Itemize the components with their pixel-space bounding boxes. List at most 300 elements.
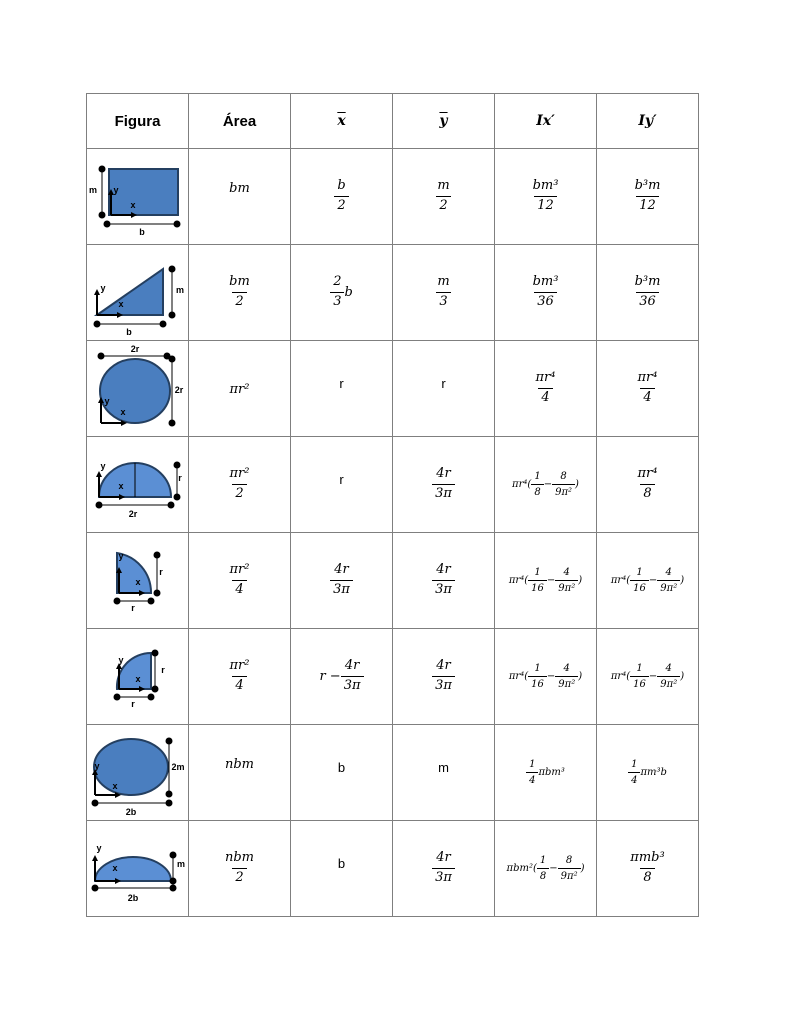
table-body	[87, 149, 699, 917]
ybar-cell	[393, 533, 495, 629]
row-7-ybar-value: m	[438, 760, 449, 775]
row-6-ybar-fraction	[432, 659, 455, 694]
row-6-iy-b-denominator: 9π²	[657, 676, 680, 691]
row-2-area-numerator: bm	[229, 274, 250, 290]
row-8-ix-a-numerator: 1	[539, 854, 547, 866]
row-5-iy-a-numerator: 1	[636, 566, 643, 578]
area-cell	[189, 821, 291, 917]
row-5-iy-expression: πr⁴( $\frac{1}{16}$ − $\frac{4}{\text{9π²}}$ )	[610, 566, 685, 594]
header-iy: Iy′	[597, 94, 699, 149]
row-5-iy-a-denominator: 16	[630, 580, 649, 595]
row-6-iy-b-fraction	[657, 663, 680, 691]
figure-7-ellipse	[94, 739, 168, 795]
ix-cell	[495, 821, 597, 917]
figure-6-quarter-circle-spandrel-diagram	[87, 629, 188, 724]
row-6-iy-expression: πr⁴( $\frac{1}{16}$ − $\frac{4}{\text{9π²}}$ )	[610, 662, 685, 690]
figure-6-label-x: x	[135, 674, 141, 684]
row-2-xbar-suffix: b	[344, 285, 353, 300]
iy-cell	[597, 245, 699, 341]
row-2-ybar-expression	[434, 274, 452, 309]
row-1-ix-fraction	[530, 179, 562, 214]
xbar-cell	[291, 821, 393, 917]
iy-cell	[597, 725, 699, 821]
row-8-area-fraction	[222, 851, 257, 886]
ybar-cell	[393, 341, 495, 437]
row-8-iy-expression	[627, 850, 667, 885]
row-7-area-wrap	[189, 755, 290, 773]
row-8-ix-prefix: πbm²	[506, 863, 533, 874]
row-5-area-numerator: πr²	[229, 562, 250, 578]
row-5-ybar-numerator: 4r	[436, 562, 451, 578]
figure-8-label-y: y	[96, 843, 102, 853]
row-7-ix-expression	[526, 758, 565, 786]
figure-7-dot-d	[166, 800, 173, 807]
row-8-ybar-numerator: 4r	[436, 850, 451, 866]
figure-4-dot-d	[168, 502, 175, 509]
figure-7-ellipse-diagram	[87, 725, 188, 820]
row-4-ybar-fraction	[432, 467, 455, 502]
row-5-xbar-fraction	[330, 563, 353, 598]
header-ix: Ix′	[495, 94, 597, 149]
row-3-ybar-wrap	[393, 375, 494, 393]
figure-7-label-x: x	[112, 781, 118, 791]
row-3-area-wrap	[189, 380, 290, 398]
figure-cell	[87, 149, 189, 245]
ix-cell	[495, 725, 597, 821]
figure-8-half-ellipse	[95, 857, 171, 881]
figure-5-label-y: y	[118, 551, 124, 561]
figure-3-dot-d	[169, 420, 176, 427]
figure-8-label-x: x	[112, 863, 118, 873]
ybar-cell	[393, 629, 495, 725]
row-5-iy-a-fraction	[630, 567, 649, 595]
row-7-xbar-wrap	[291, 759, 392, 777]
figure-8-label-2b: 2b	[127, 893, 139, 903]
row-3-ix-denominator: 4	[538, 388, 552, 406]
row-5-ix-a-numerator: 1	[534, 566, 541, 578]
ix-cell	[495, 629, 597, 725]
row-2-xbar-expression	[330, 274, 353, 309]
figure-3-circle-diagram	[87, 341, 188, 436]
row-1-ix-numerator: bm³	[532, 178, 559, 194]
figure-6-dot-b	[152, 686, 159, 693]
figure-8-y-arrow	[92, 855, 98, 861]
row-7-ybar-wrap	[393, 759, 494, 777]
ybar-cell	[393, 821, 495, 917]
row-3-iy-expression	[635, 370, 661, 405]
row-6-ix-a-fraction	[528, 663, 547, 691]
figure-1-dot-a	[99, 166, 106, 173]
figure-1-label-m: m	[88, 185, 98, 195]
figure-2-label-b: b	[126, 327, 132, 337]
row-8-ybar-denominator: 3π	[432, 868, 455, 886]
row-4-iy-fraction	[635, 467, 661, 502]
row-6-ix-a-denominator: 16	[528, 676, 547, 691]
xbar-cell	[291, 245, 393, 341]
xbar-cell	[291, 149, 393, 245]
row-3-xbar-wrap	[291, 375, 392, 393]
row-6-iy-a-denominator: 16	[630, 676, 649, 691]
table-row	[87, 245, 699, 341]
figure-6-label-r-bottom: r	[131, 699, 135, 709]
figure-1-label-b: b	[139, 227, 145, 237]
table-row	[87, 821, 699, 917]
row-5-xbar-denominator: 3π	[330, 580, 353, 598]
figure-7-dot-a	[166, 738, 173, 745]
figure-4-label-2r: 2r	[128, 509, 138, 519]
row-2-xbar-numerator: 2	[333, 274, 342, 290]
ybar-cell	[393, 149, 495, 245]
table-row	[87, 725, 699, 821]
row-8-xbar-value: b	[337, 856, 346, 871]
row-3-iy-fraction	[635, 371, 661, 406]
row-4-area-numerator: πr²	[229, 466, 250, 482]
table-row	[87, 149, 699, 245]
row-2-iy-denominator: 36	[636, 292, 659, 310]
row-4-area-denominator: 2	[232, 484, 246, 502]
row-2-ix-numerator: bm³	[532, 274, 559, 290]
figure-1-rectangle	[109, 169, 178, 215]
figure-8-dot-a	[170, 852, 177, 859]
row-7-iy-suffix: πm³b	[640, 767, 667, 778]
iy-cell	[597, 533, 699, 629]
row-7-ix-suffix: πbm³	[538, 767, 565, 778]
figure-2-label-m: m	[175, 285, 185, 295]
row-8-ybar-fraction	[432, 851, 455, 886]
figure-5-label-r-bottom: r	[131, 603, 135, 613]
figure-6-dot-a	[152, 650, 159, 657]
row-4-iy-expression	[635, 466, 661, 501]
row-5-ix-b-denominator: 9π²	[555, 580, 578, 595]
iy-cell	[597, 821, 699, 917]
area-cell	[189, 629, 291, 725]
area-cell	[189, 437, 291, 533]
row-6-xbar-numerator: 4r	[344, 658, 360, 674]
row-1-xbar-numerator: b	[337, 178, 346, 194]
row-5-ix-expression: πr⁴( $\frac{1}{16}$ − $\frac{4}{\text{9π²}}$ )	[508, 566, 583, 594]
row-6-area-numerator: πr²	[229, 658, 250, 674]
row-2-iy-numerator: b³m	[634, 274, 661, 290]
row-7-area-value: nbm	[224, 757, 255, 772]
row-8-ix-expression: πbm²( $\frac{1}{8}$ − $\frac{8}{\text{9π²}}$ )	[506, 854, 585, 882]
figure-4-dot-c	[96, 502, 103, 509]
row-6-xbar-fraction	[341, 659, 364, 694]
row-4-ix-expression: πr⁴( $\frac{1}{8}$ − $\frac{8}{\text{9π²}}$ )	[512, 470, 579, 498]
row-4-ix-a-denominator: 8	[531, 484, 543, 499]
row-1-ix-denominator: 12	[534, 196, 557, 214]
figure-6-label-y: y	[118, 655, 124, 665]
row-1-ybar-expression	[434, 178, 452, 213]
row-3-ybar-value: r	[441, 376, 446, 391]
row-6-ix-b-fraction	[555, 663, 578, 691]
centroid-inertia-table	[86, 93, 699, 917]
row-2-iy-fraction	[632, 275, 664, 310]
row-4-ix-b-fraction	[552, 471, 575, 499]
row-8-area-denominator: 2	[232, 868, 246, 886]
row-2-ix-expression	[530, 274, 562, 309]
row-6-iy-a-numerator: 1	[636, 662, 643, 674]
figure-3-dot-c	[169, 356, 176, 363]
figure-8-label-m: m	[176, 859, 186, 869]
figure-2-dot-c	[94, 321, 101, 328]
row-6-xbar-prefix: r −	[319, 669, 341, 684]
figure-1-dot-d	[174, 221, 181, 228]
figure-cell	[87, 533, 189, 629]
figure-5-dot-a	[154, 552, 161, 559]
figure-4-dot-a	[174, 462, 181, 469]
figure-2-dot-d	[160, 321, 167, 328]
figure-2-y-arrow	[94, 289, 100, 295]
row-6-ix-expression: πr⁴( $\frac{1}{16}$ − $\frac{4}{\text{9π²}}$ )	[508, 662, 583, 690]
figure-2-triangle	[97, 269, 163, 315]
figure-7-dot-c	[92, 800, 99, 807]
row-6-iy-prefix: πr⁴	[610, 671, 627, 682]
row-1-xbar-expression	[334, 178, 348, 213]
iy-cell	[597, 629, 699, 725]
figure-4-dot-b	[174, 494, 181, 501]
row-4-ix-b-denominator: 9π²	[552, 484, 575, 499]
xbar-cell	[291, 341, 393, 437]
row-4-area-expression	[227, 466, 253, 501]
ybar-cell	[393, 725, 495, 821]
ix-cell	[495, 149, 597, 245]
row-7-iy-numerator: 1	[631, 758, 638, 770]
row-5-ix-b-fraction	[555, 567, 578, 595]
figure-5-dot-d	[148, 598, 155, 605]
figure-3-dot-a	[98, 353, 105, 360]
table-row	[87, 533, 699, 629]
row-7-iy-fraction	[628, 759, 640, 787]
figure-2-triangle-diagram	[87, 245, 188, 340]
row-4-ix-prefix: πr⁴	[512, 479, 528, 490]
row-6-ix-prefix: πr⁴	[508, 671, 525, 682]
row-7-xbar-value: b	[337, 760, 346, 775]
figure-4-label-r: r	[178, 473, 182, 483]
figure-4-label-y: y	[100, 461, 106, 471]
figure-3-label-2r-top: 2r	[130, 344, 140, 354]
row-2-ybar-fraction	[434, 275, 452, 310]
row-8-ix-a-denominator: 8	[537, 868, 549, 883]
figure-6-label-r-side: r	[161, 665, 165, 675]
row-8-iy-numerator: πmb³	[630, 850, 665, 866]
row-5-iy-b-fraction	[657, 567, 680, 595]
row-7-iy-denominator: 4	[628, 772, 640, 787]
row-6-ybar-numerator: 4r	[436, 658, 451, 674]
row-1-ybar-denominator: 2	[436, 196, 450, 214]
figure-5-dot-b	[154, 590, 161, 597]
ix-cell	[495, 341, 597, 437]
header-xbar	[291, 94, 393, 149]
row-5-area-expression	[227, 562, 253, 597]
row-4-xbar-wrap	[291, 471, 392, 489]
row-5-ix-a-fraction	[528, 567, 547, 595]
area-cell	[189, 725, 291, 821]
row-8-area-expression	[222, 850, 257, 885]
ix-cell	[495, 533, 597, 629]
figure-5-quarter-circle-diagram	[87, 533, 188, 628]
row-4-area-fraction	[227, 467, 253, 502]
area-cell	[189, 341, 291, 437]
xbar-cell	[291, 629, 393, 725]
iy-cell	[597, 341, 699, 437]
row-3-ix-numerator: πr⁴	[535, 370, 556, 386]
figure-2-label-y: y	[100, 283, 106, 293]
area-cell	[189, 533, 291, 629]
table-row	[87, 341, 699, 437]
figure-6-dot-d	[148, 694, 155, 701]
xbar-cell	[291, 725, 393, 821]
row-7-iy-expression	[628, 758, 667, 786]
row-6-iy-b-numerator: 4	[665, 662, 672, 674]
row-8-ix-b-denominator: 9π²	[558, 868, 581, 883]
row-3-xbar-value: r	[339, 376, 344, 391]
figure-1-label-x: x	[130, 200, 136, 210]
figure-3-label-y: y	[104, 396, 110, 406]
figure-3-label-2r-side: 2r	[174, 385, 184, 395]
figure-1-label-y: y	[113, 185, 119, 195]
row-6-iy-a-fraction	[630, 663, 649, 691]
row-7-ix-numerator: 1	[529, 758, 536, 770]
row-6-area-expression	[227, 658, 253, 693]
row-1-ybar-fraction	[434, 179, 452, 214]
iy-cell	[597, 437, 699, 533]
row-1-xbar-fraction	[334, 179, 348, 214]
row-8-area-numerator: nbm	[224, 850, 255, 866]
row-6-area-denominator: 4	[232, 676, 246, 694]
area-cell	[189, 245, 291, 341]
area-cell	[189, 149, 291, 245]
row-4-iy-numerator: πr⁴	[637, 466, 658, 482]
header-area: Área	[189, 94, 291, 149]
table-row	[87, 437, 699, 533]
ybar-cell	[393, 245, 495, 341]
ix-cell	[495, 437, 597, 533]
row-8-iy-denominator: 8	[640, 868, 654, 886]
row-7-ix-denominator: 4	[526, 772, 538, 787]
row-5-ybar-fraction	[432, 563, 455, 598]
row-5-area-denominator: 4	[232, 580, 246, 598]
figure-1-dot-b	[99, 212, 106, 219]
figure-cell	[87, 725, 189, 821]
figure-2-label-x: x	[118, 299, 124, 309]
row-2-area-denominator: 2	[232, 292, 246, 310]
row-4-ybar-denominator: 3π	[432, 484, 455, 502]
header-figura: Figura	[87, 94, 189, 149]
figure-6-dot-c	[114, 694, 121, 701]
row-2-ybar-denominator: 3	[436, 292, 450, 310]
xbar-cell	[291, 437, 393, 533]
row-1-ybar-numerator: m	[437, 178, 450, 194]
figure-4-semicircle-diagram	[87, 437, 188, 532]
row-5-iy-b-numerator: 4	[665, 566, 672, 578]
table-row	[87, 629, 699, 725]
ix-cell	[495, 245, 597, 341]
figure-7-dot-b	[166, 791, 173, 798]
figure-1-rectangle-diagram	[87, 149, 188, 244]
header-row	[87, 94, 699, 149]
figure-5-label-r-side: r	[159, 567, 163, 577]
row-6-xbar-denominator: 3π	[341, 676, 364, 694]
row-3-area-value: πr²	[229, 381, 250, 397]
xbar-cell	[291, 533, 393, 629]
row-5-iy-prefix: πr⁴	[610, 575, 627, 586]
row-1-iy-fraction	[632, 179, 664, 214]
row-1-iy-numerator: b³m	[634, 178, 661, 194]
figure-3-label-x: x	[120, 407, 126, 417]
figure-8-half-ellipse-diagram	[87, 821, 188, 916]
figure-5-dot-c	[114, 598, 121, 605]
figure-2-dot-a	[169, 266, 176, 273]
figure-2-dot-b	[169, 312, 176, 319]
row-1-xbar-denominator: 2	[334, 196, 348, 214]
row-2-xbar-fraction	[330, 275, 344, 310]
row-8-iy-fraction	[627, 851, 667, 886]
figure-cell	[87, 629, 189, 725]
figure-cell	[87, 821, 189, 917]
row-2-area-fraction	[226, 275, 253, 310]
row-2-ix-fraction	[530, 275, 562, 310]
row-2-ybar-numerator: m	[437, 274, 450, 290]
figure-8-dot-c	[92, 885, 99, 892]
row-5-iy-b-denominator: 9π²	[657, 580, 680, 595]
row-5-ix-prefix: πr⁴	[508, 575, 525, 586]
row-5-ix-b-numerator: 4	[563, 566, 570, 578]
row-2-area-expression	[226, 274, 253, 309]
row-5-ix-a-denominator: 16	[528, 580, 547, 595]
figure-3-circle	[100, 359, 170, 423]
row-5-area-fraction	[227, 563, 253, 598]
row-1-iy-expression	[632, 178, 664, 213]
header-ybar	[393, 94, 495, 149]
row-1-area-wrap	[189, 179, 290, 197]
row-4-xbar-value: r	[339, 472, 344, 487]
row-4-ix-a-fraction	[531, 471, 543, 499]
figure-4-label-x: x	[118, 481, 124, 491]
row-6-ix-a-numerator: 1	[534, 662, 541, 674]
row-3-ix-fraction	[533, 371, 559, 406]
figure-1-dot-c	[104, 221, 111, 228]
figure-8-dot-b	[170, 878, 177, 885]
header-ybar-text: $\overline{y}$	[439, 113, 448, 129]
figure-5-label-x: x	[135, 577, 141, 587]
row-4-ix-a-numerator: 1	[534, 470, 541, 482]
row-1-iy-denominator: 12	[636, 196, 659, 214]
row-8-xbar-wrap	[291, 855, 392, 873]
row-7-ix-fraction	[526, 759, 538, 787]
row-8-ix-a-fraction	[537, 855, 549, 883]
row-6-ix-b-denominator: 9π²	[555, 676, 578, 691]
row-3-iy-numerator: πr⁴	[637, 370, 658, 386]
figure-cell	[87, 245, 189, 341]
row-2-iy-expression	[632, 274, 664, 309]
ybar-cell	[393, 437, 495, 533]
row-8-ix-b-fraction	[558, 855, 581, 883]
figure-7-label-2m: 2m	[171, 762, 185, 772]
row-3-iy-denominator: 4	[640, 388, 654, 406]
figure-7-label-2b: 2b	[125, 807, 137, 817]
row-5-ybar-denominator: 3π	[432, 580, 455, 598]
row-1-area-value: bm	[229, 181, 250, 196]
row-4-ix-b-numerator: 8	[560, 470, 567, 482]
header-xbar-text: $\overline{x}$	[337, 113, 346, 129]
figure-8-dot-d	[170, 885, 177, 892]
row-4-iy-denominator: 8	[640, 484, 654, 502]
figure-cell	[87, 437, 189, 533]
row-8-ix-b-numerator: 8	[565, 854, 573, 866]
row-1-ix-expression	[530, 178, 562, 213]
row-4-ybar-numerator: 4r	[436, 466, 451, 482]
row-3-ix-expression	[533, 370, 559, 405]
